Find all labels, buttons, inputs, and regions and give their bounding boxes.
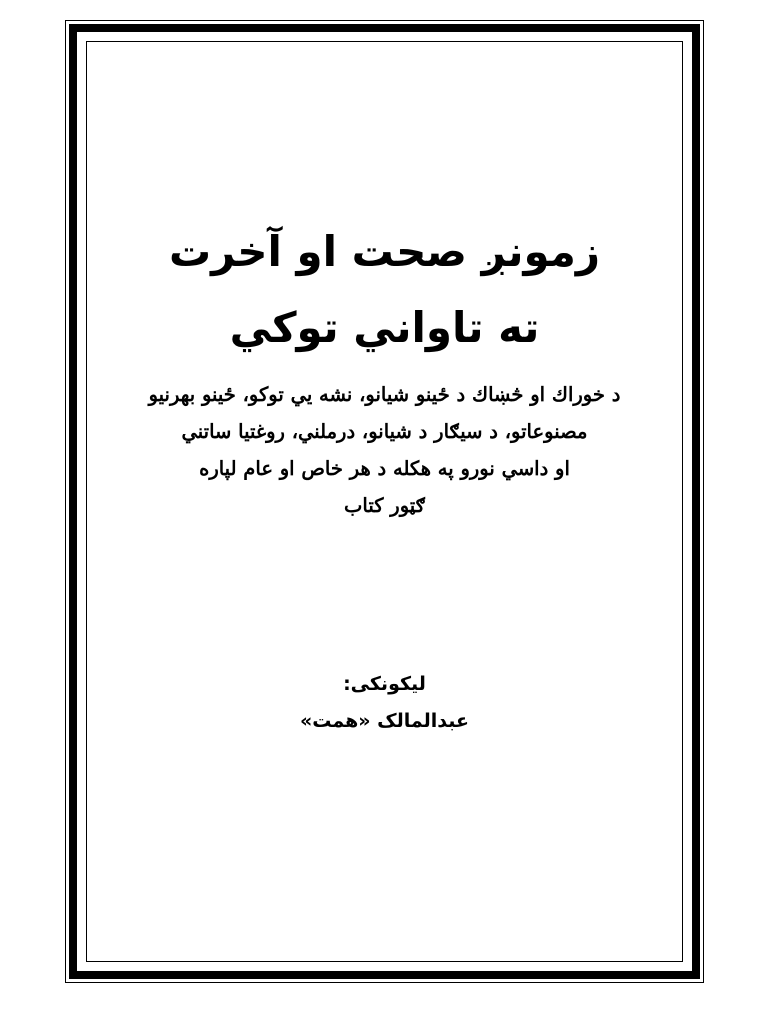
subtitle-line-2: مصنوعاتو، د سيګار د شيانو، درملني، روغتيا ساتني [181,420,588,443]
subtitle-line-1: د خوراك او څښاك د ځينو شيانو، نشه يي توكو، ځينو بهرنيو [148,383,621,406]
author-label: ليکونکی: [343,673,426,695]
title-page [90,45,679,958]
title-line-1: زمونږ صحت او آخرت [168,227,601,276]
author-name: عبدالمالک «همت» [299,710,469,732]
title-line-2: ته تاواني توکي [229,303,540,352]
subtitle-line-4: ګټور كتاب [344,494,425,517]
subtitle-block [90,376,679,524]
subtitle-line-3: او داسي نورو په هكله د هر خاص او عام لپاره [199,457,570,480]
